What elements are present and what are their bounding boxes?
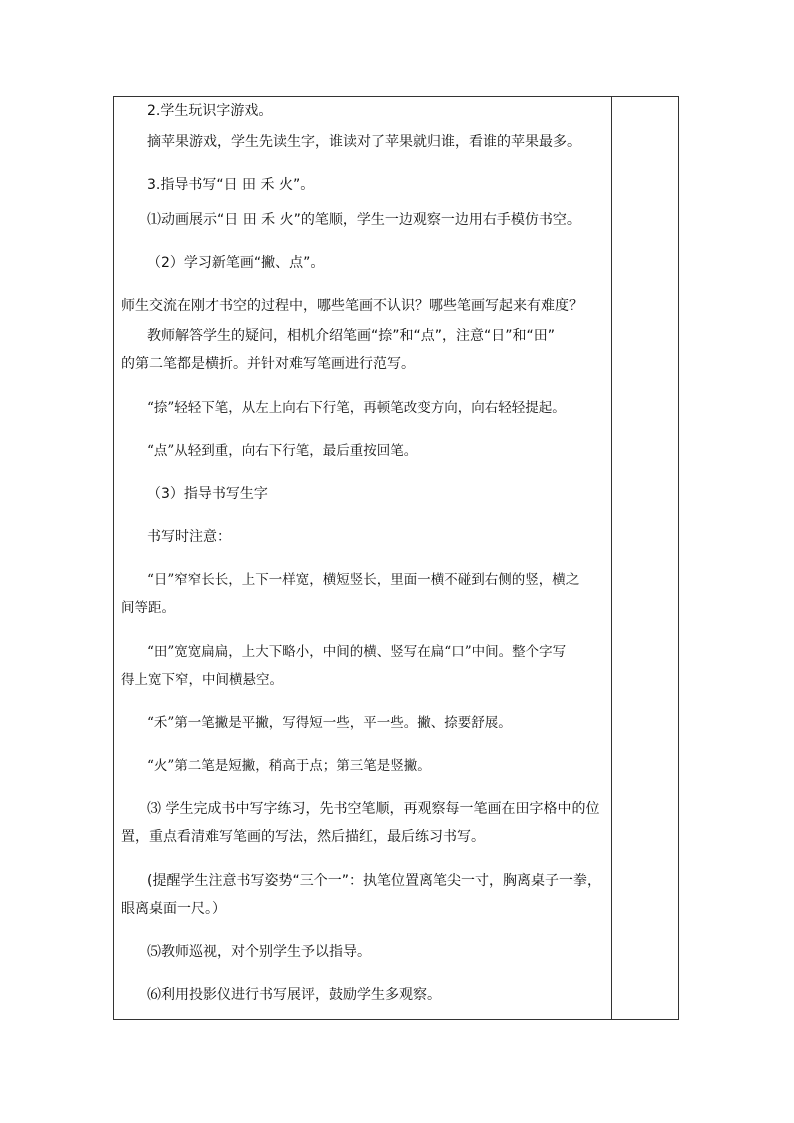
paragraph-na-stroke: “捺”轻轻下笔，从左上向右下行笔，再顿笔改变方向，向右轻轻提起。	[147, 400, 566, 416]
paragraph-posture-line2: 眼离桌面一尺。）	[121, 901, 226, 917]
paragraph-teacher-patrol: ⑸教师巡视，对个别学生予以指导。	[147, 944, 371, 960]
paragraph-writing-heading: 3.指导书写“日 田 禾 火”。	[147, 177, 315, 193]
paragraph-dian-stroke: “点”从轻到重，向右下行笔，最后重按回笔。	[147, 443, 418, 459]
paragraph-huo: “火”第二笔是短撇，稍高于点；第三笔是竖撇。	[147, 758, 431, 774]
paragraph-new-strokes: （2）学习新笔画“撇、点”。	[147, 255, 325, 271]
paragraph-discussion: 师生交流在刚才书空的过程中，哪些笔画不认识？哪些笔画写起来有难度？	[121, 298, 583, 314]
paragraph-ri-line1: “日”窄窄长长，上下一样宽，横短竖长，里面一横不碰到右侧的竖，横之	[147, 572, 580, 588]
paragraph-teacher-answer-line2: 的第二笔都是横折。并针对难写笔画进行范写。	[121, 356, 415, 372]
paragraph-guide-writing: （3）指导书写生字	[147, 486, 268, 502]
paragraph-practice-line1: ⑶ 学生完成书中写字练习，先书空笔顺，再观察每一笔画在田字格中的位	[147, 801, 600, 817]
paragraph-notes-heading: 书写时注意：	[147, 529, 231, 545]
column-divider	[611, 96, 612, 1020]
paragraph-practice-line2: 置，重点看清难写笔画的写法，然后描红，最后练习书写。	[121, 829, 485, 845]
paragraph-tian-line1: “田”宽宽扁扁，上大下略小，中间的横、竖写在扁“口”中间。整个字写	[147, 644, 567, 660]
paragraph-projector: ⑹利用投影仪进行书写展评，鼓励学生多观察。	[147, 987, 441, 1003]
paragraph-tian-line2: 得上宽下窄，中间横悬空。	[121, 672, 283, 688]
paragraph-teacher-answer-line1: 教师解答学生的疑问，相机介绍笔画“捺”和“点”，注意“日”和“田”	[147, 328, 556, 344]
paragraph-animation: ⑴动画展示“日 田 禾 火”的笔顺，学生一边观察一边用右手模仿书空。	[147, 212, 581, 228]
paragraph-game-heading: 2.学生玩识字游戏。	[147, 103, 273, 119]
paragraph-apple-game: 摘苹果游戏，学生先读生字，谁读对了苹果就归谁，看谁的苹果最多。	[147, 134, 581, 150]
paragraph-posture-line1: (提醒学生注意书写姿势“三个一”：执笔位置离笔尖一寸，胸离桌子一拳，	[147, 873, 601, 889]
paragraph-ri-line2: 间等距。	[121, 600, 175, 616]
paragraph-he: “禾”第一笔撇是平撇，写得短一些，平一些。撇、捺要舒展。	[147, 715, 512, 731]
